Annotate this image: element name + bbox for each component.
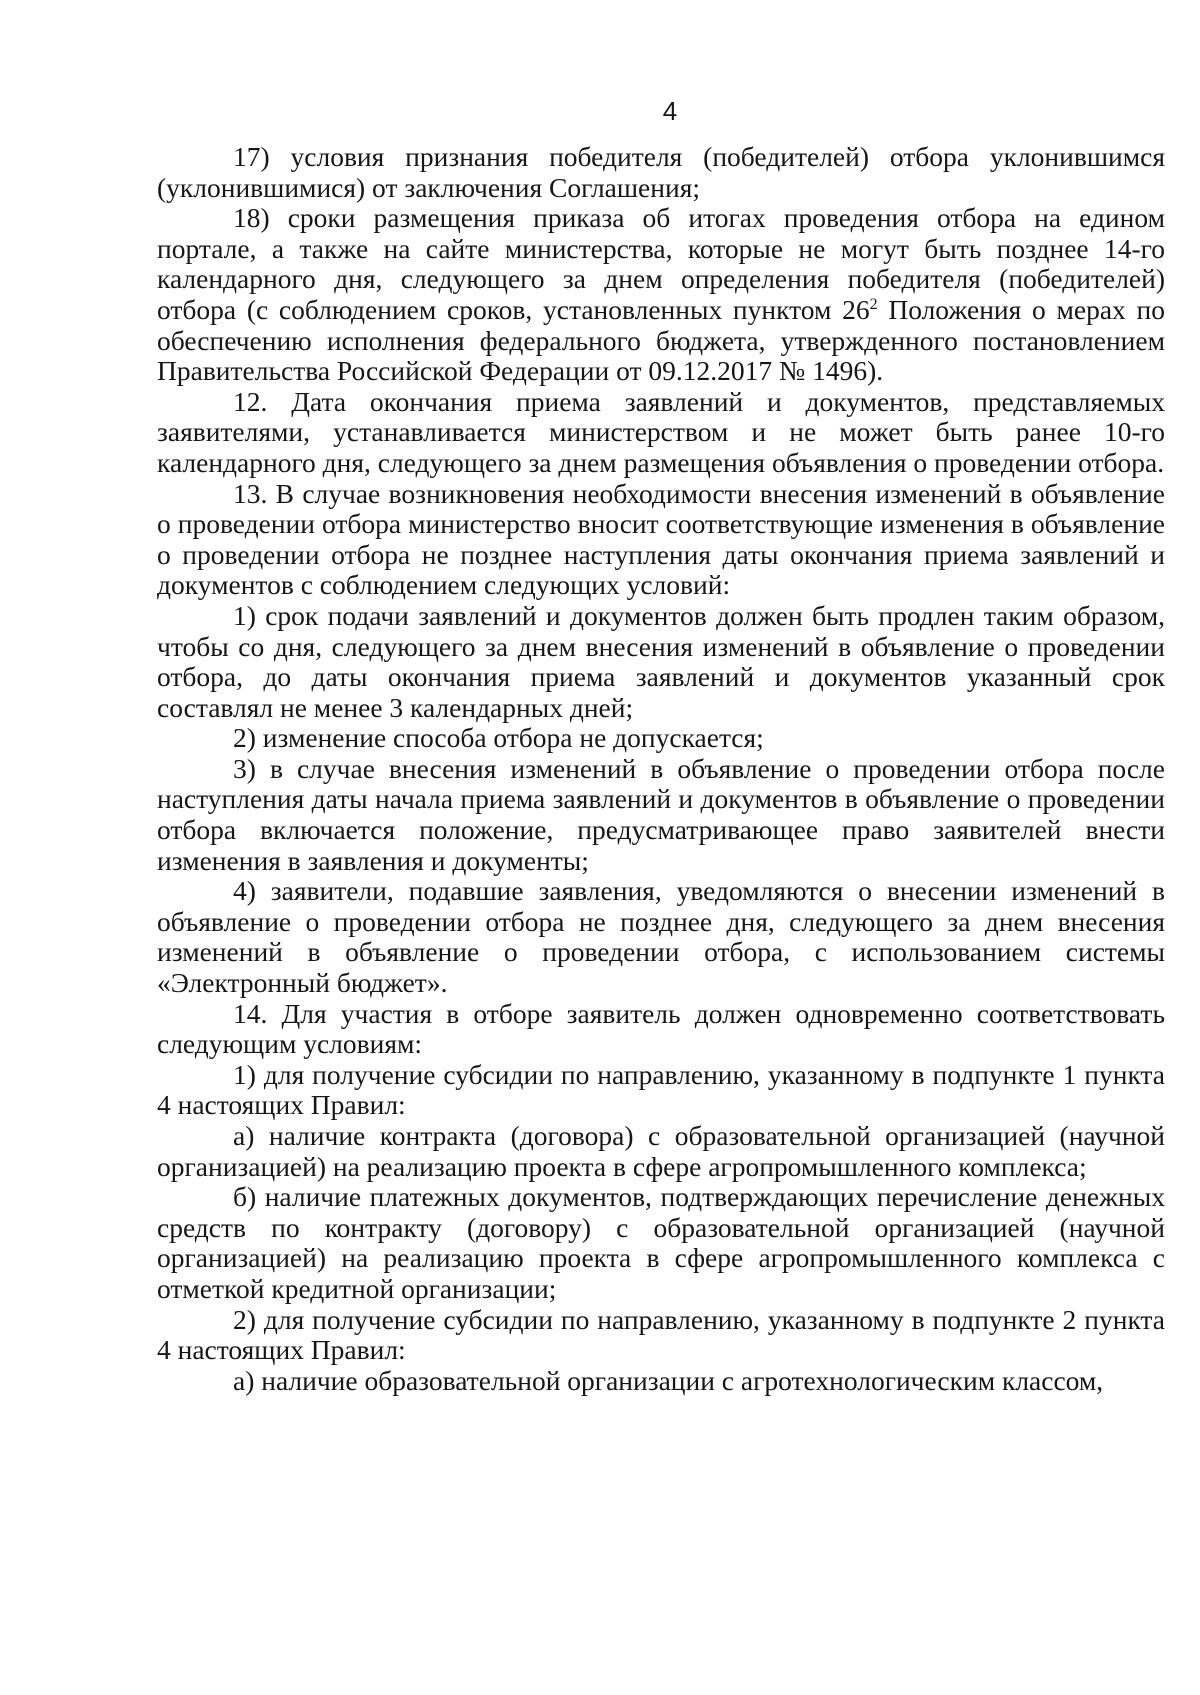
paragraph-13-item-3: 3) в случае внесения изменений в объявление о проведении отбора после наступления даты начала приема заявлений и документов в объявление о проведении отбора включается положение, предусматривающее право заявителей внести изменения в заявления и документы; xyxy=(157,752,1165,876)
paragraph-13-item-4: 4) заявители, подавшие заявления, уведомляются о внесении изменений в объявление о проведении отбора не позднее дня, следующего за днем внесения изменений в объявление о проведении отбора, с использованием системы «Электронный бюджет». xyxy=(157,875,1165,999)
paragraph-13-item-1: 1) срок подачи заявлений и документов должен быть продлен таким образом, чтобы со дня, следующего за днем внесения изменений в объявление о проведении отбора, до даты окончания приема заявлений и документов указанный срок составлял не менее 3 календарных дней; xyxy=(157,599,1165,723)
paragraph-14-item-1b: б) наличие платежных документов, подтверждающих перечисление денежных средств по контракту (договору) с образовательной организацией (научной организацией) на реализацию проекта в сфере агропромышленного комплекса с отметкой кредитной организации; xyxy=(157,1181,1165,1304)
paragraph-14-item-1: 1) для получение субсидии по направлению, указанному в подпункте 1 пункта 4 настоящих Правил: xyxy=(157,1058,1165,1121)
paragraph-17: 17) условия признания победителя (победителей) отбора уклонившимся (уклонившимися) от заключения Соглашения; xyxy=(157,141,1165,203)
paragraph-13: 13. В случае возникновения необходимости внесения изменений в объявление о проведении отбора министерство вносит соответствующие изменения в объявление о проведении отбора не позднее наступления даты окончания приема заявлений и документов с соблюдением следующих условий: xyxy=(157,477,1165,601)
paragraph-13-item-2: 2) изменение способа отбора не допускается; xyxy=(233,722,764,754)
page-number: 4 xyxy=(662,96,678,126)
paragraph-18-superscript: 2 xyxy=(869,295,878,313)
paragraph-18 xyxy=(157,203,1165,387)
paragraph-18-text-before: 18) сроки размещения приказа об итогах проведения отбора на едином портале, а также на сайте министерства, которые не могут быть позднее 14-го календарного дня, следующего за днем определения победителя (победителей) отбора (с соблюдением сроков, установленных пунктом 26 xyxy=(157,202,1165,325)
paragraph-14-item-2a: а) наличие образовательной организации с агротехнологическим классом, xyxy=(233,1364,1104,1396)
paragraph-14: 14. Для участия в отборе заявитель должен одновременно соответствовать следующим условиям: xyxy=(157,997,1165,1060)
paragraph-12: 12. Дата окончания приема заявлений и документов, представляемых заявителями, устанавливается министерством и не может быть ранее 10-го календарного дня, следующего за днем размещения объявления о проведении отбора. xyxy=(157,385,1165,478)
paragraph-18-text-after: Положения о мерах по обеспечению исполнения федерального бюджета, утвержденного постановлением Правительства Российской Федерации от 09.12.2017 № 1496). xyxy=(157,293,1165,387)
paragraph-14-item-2: 2) для получение субсидии по направлению, указанному в подпункте 2 пункта 4 настоящих Правил: xyxy=(157,1303,1165,1366)
paragraph-14-item-1a: а) наличие контракта (договора) с образовательной организацией (научной организацией) на реализацию проекта в сфере агропромышленного комплекса; xyxy=(157,1120,1165,1182)
document-body xyxy=(157,142,1165,1396)
